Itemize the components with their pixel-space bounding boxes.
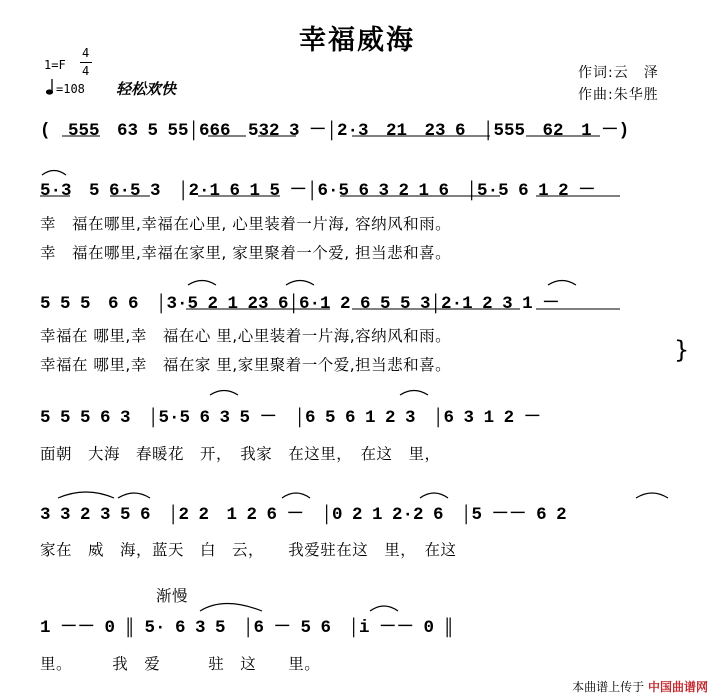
time-signature-top: 4 [82,46,90,60]
upload-footer [572,678,708,695]
notation-row-intro: ( 555 63 5 55│666 532 3 －│2·3 21 23 6 │555 62 1 －) [40,121,630,141]
lyrics-verse-2-line-2: 幸福在 哪里,幸 福在家 里,家里聚着一个爱,担当悲和喜。 [40,356,452,374]
notation-row-ending: 1 －－ 0 ║ 5· 6 3 5 │6 － 5 6 │i －－ 0 ║ [40,618,455,638]
lyrics-chorus-2: 家在 威 海，蓝天 白 云， 我爱驻在这 里， 在这 [40,541,457,559]
slur [118,493,150,498]
slur [200,604,262,612]
footer-text: 本曲谱上传于 [572,680,645,694]
notation-row-verse-2: 5 5 5 6 6 │3·5 2 1 23 6│6·1 2 6 5 5 3│2·1 2 3 1 － [40,294,560,314]
key-signature: 1=F [44,58,66,72]
repeat-brace: } [674,336,690,364]
time-signature-bottom: 4 [82,64,90,78]
lyrics-verse-1-line-1: 幸 福在哪里,幸福在心里, 心里装着一片海, 容纳风和雨。 [40,215,452,233]
lyrics-verse-2-line-1: 幸福在 哪里,幸 福在心 里,心里装着一片海,容纳风和雨。 [40,327,452,345]
slur [370,606,398,611]
song-title: 幸福威海 [299,25,415,56]
lyrics-ending: 里。 我 爱 驻 这 里。 [40,655,321,673]
ritardando-marking: 渐慢 [156,587,189,605]
slur [420,493,448,498]
tempo-marking: =108 [56,82,85,96]
slur [58,492,114,498]
slur [210,391,238,396]
lyrics-chorus-1: 面朝 大海 春暖花 开， 我家 在这里， 在这 里， [40,445,441,463]
notation-row-chorus-2: 3 3 2 3 5 6 │2 2 1 2 6 － │0 2 1 2·2 6 │5 －－ 6 2 [40,505,567,525]
slur [286,281,314,286]
slur [42,171,66,176]
composer-credit: 作曲:朱华胜 [578,87,659,103]
slur [400,391,428,396]
lyrics-verse-1-line-2: 幸 福在哪里,幸福在家里, 家里聚着一个爱, 担当悲和喜。 [40,244,452,262]
slur [188,281,216,286]
lyricist-credit: 作词:云 泽 [578,65,659,81]
slur [282,493,310,498]
slur [636,493,668,498]
notation-row-chorus-1: 5 5 5 6 3 │5·5 6 3 5 － │6 5 6 1 2 3 │6 3 1 2 － [40,408,542,428]
slur [548,281,576,286]
china-music-score-logo-icon[interactable]: 中国曲谱网 [647,680,708,694]
notation-row-verse-1: 5·3 5 6·5 3 │2·1 6 1 5 －│6·5 6 3 2 1 6 │5·5 6 1 2 － [40,181,596,201]
expression-marking: 轻松欢快 [116,80,177,98]
